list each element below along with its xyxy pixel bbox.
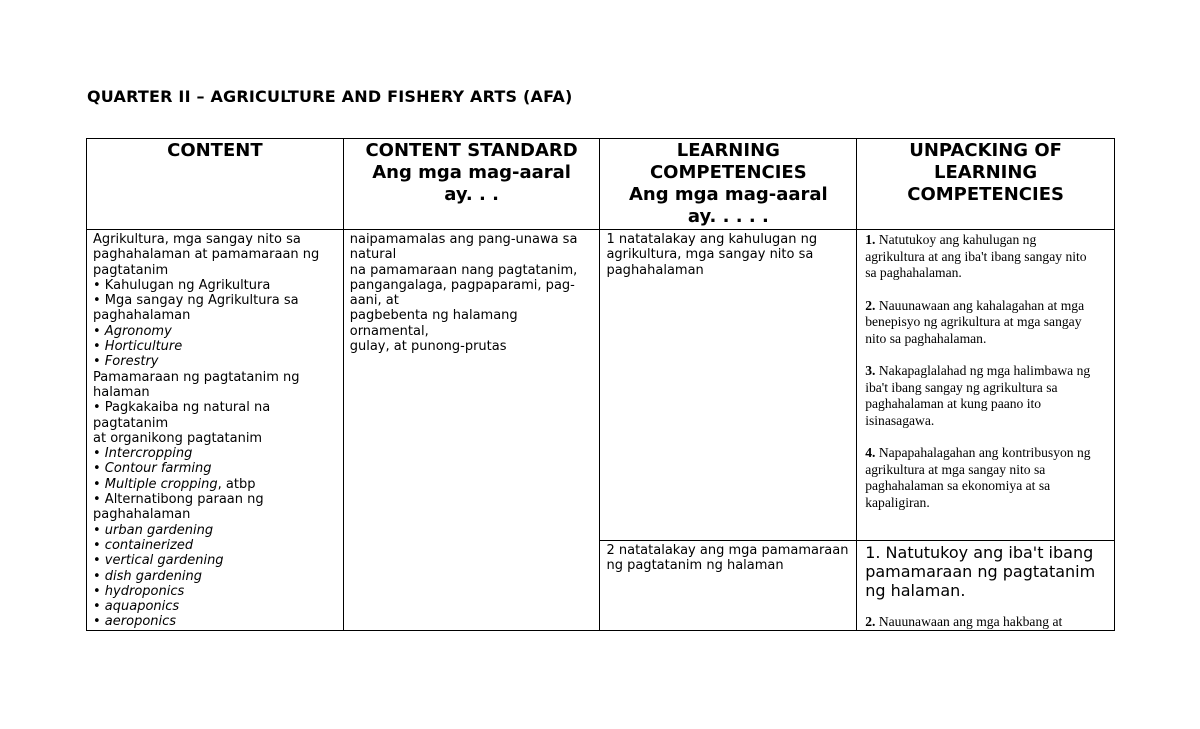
content-line-suffix: , atbp [217, 476, 256, 492]
content-line-text: • Forestry [93, 354, 159, 370]
unpacking-text: benepisyo ng agrikultura at mga sangay [865, 314, 1082, 329]
content-line [93, 461, 337, 476]
header-line: COMPETENCIES [649, 162, 807, 183]
content-line [93, 614, 337, 629]
unpacking-line [865, 331, 1106, 348]
unpacking-line [865, 314, 1106, 331]
unpacking-text: sa paghahalaman. [865, 265, 962, 280]
unpacking-item [865, 363, 1106, 429]
content-line [93, 523, 337, 538]
header-line: CONTENT STANDARD [365, 140, 578, 161]
header-line: ay. . . [444, 184, 499, 205]
content-line-text: at organikong pagtatanim [93, 430, 263, 446]
unpacking-text: agrikultura at mga sangay nito sa [865, 461, 1046, 477]
header-line: LEARNING [676, 140, 780, 161]
content-line-text: pagtatanim [93, 415, 169, 431]
unpacking-text: kapaligiran. [865, 494, 930, 510]
content-line-text: • hydroponics [93, 583, 185, 599]
standard-line: pangangalaga, pagpaparami, pag- [349, 277, 575, 293]
unpacking-line [865, 396, 1106, 413]
page-title: QUARTER II – AGRICULTURE AND FISHERY ARTS (AFA) [87, 87, 573, 106]
content-line-text: • Pagkakaiba ng natural na [93, 400, 271, 416]
content-line-text: • Multiple cropping [93, 476, 218, 492]
standard-line: aani, at [349, 293, 399, 309]
unpacking-text: Nauunawaan ang mga hakbang at [878, 614, 1063, 629]
standard-line: pagbebenta ng halamang [349, 308, 518, 324]
content-line [93, 278, 337, 293]
standard-line: ornamental, [349, 323, 429, 339]
unpacking-line [865, 413, 1106, 430]
content-line-text: • aquaponics [93, 599, 180, 615]
unpacking-text: isinasagawa. [865, 412, 935, 428]
content-line [93, 308, 337, 323]
unpacking-item [865, 445, 1106, 511]
header-line: ay. . . . . [687, 206, 769, 227]
content-line [93, 569, 337, 584]
unpacking-line [865, 265, 1106, 282]
header-line: COMPETENCIES [907, 184, 1064, 205]
unpacking-line [865, 232, 1106, 249]
unpacking-line: pamamaraan ng pagtatanim [865, 562, 1096, 581]
content-line-text: • urban gardening [93, 522, 214, 538]
content-line-text: halaman [93, 384, 150, 400]
content-line-text: • dish gardening [93, 568, 202, 584]
header-learning-competencies [600, 139, 857, 230]
content-line [93, 553, 337, 568]
content-line [93, 400, 337, 415]
content-line [93, 507, 337, 522]
content-line [93, 339, 337, 354]
unpacking-text: paghahalaman sa ekonomiya at sa [865, 478, 1051, 493]
content-line-text: • Contour farming [93, 461, 212, 477]
competency-line: 1 natatalakay ang kahulugan ng [606, 232, 818, 247]
unpacking-text: Nakapaglalahad ng mga halimbawa ng [878, 363, 1091, 378]
standard-line: natural [349, 247, 397, 263]
competency-line: ng pagtatanim ng halaman [606, 558, 784, 574]
competency-line: agrikultura, mga sangay nito sa [606, 247, 814, 263]
content-line-text: paghahalaman [93, 507, 191, 523]
content-line-text: • Horticulture [93, 339, 183, 355]
standard-line: na pamamaraan nang pagtatanim, [349, 262, 578, 278]
content-line [93, 431, 337, 446]
standard-line: gulay, at punong-prutas [349, 339, 507, 355]
header-line: UNPACKING OF [909, 140, 1062, 161]
unpacking-line: ng halaman. [865, 581, 966, 600]
content-line-text: • containerized [93, 537, 194, 553]
content-line [93, 385, 337, 400]
content-line [93, 477, 337, 492]
unpacking-line [865, 249, 1106, 266]
content-line-text: • Alternatibong paraan ng [93, 492, 264, 508]
content-line [93, 354, 337, 369]
header-content-standard [343, 139, 600, 230]
content-line [93, 446, 337, 461]
content-line [93, 599, 337, 614]
unpacking-line [865, 495, 1106, 512]
unpacking-item [865, 543, 1106, 600]
unpacking-line [865, 445, 1106, 462]
unpacking-text: agrikultura at ang iba't ibang sangay nito [865, 248, 1087, 264]
header-line: Ang mga mag-aaral [372, 162, 571, 183]
content-line-text: • Kahulugan ng Agrikultura [93, 277, 271, 293]
content-line-text: Agrikultura, mga sangay nito sa [93, 232, 301, 247]
content-line-text: pagtatanim [93, 262, 169, 278]
unpacking-text: nito sa paghahalaman. [865, 330, 987, 346]
unpacking-number: 2. [865, 297, 876, 313]
header-line: LEARNING [934, 162, 1038, 183]
unpacking-cell-1 [857, 230, 1115, 541]
competency-line: paghahalaman [606, 262, 704, 278]
unpacking-line [865, 380, 1106, 397]
header-line: Ang mga mag-aaral [628, 184, 828, 205]
content-standard-cell [343, 230, 600, 631]
content-line-text: • Mga sangay ng Agrikultura sa [93, 293, 299, 309]
content-line-text: • vertical gardening [93, 553, 224, 569]
unpacking-item [865, 232, 1106, 282]
unpacking-number: 1. [865, 232, 876, 247]
unpacking-text: iba't ibang sangay ng agrikultura sa [865, 379, 1058, 395]
header-content [87, 139, 344, 230]
header-unpacking [857, 139, 1115, 230]
header-row [87, 139, 1115, 230]
curriculum-table [86, 138, 1115, 631]
content-line-text: • aeroponics [93, 614, 177, 630]
content-cell [87, 230, 344, 631]
competency-cell-1 [600, 230, 857, 541]
content-line [93, 538, 337, 553]
competency-cell-2 [600, 541, 857, 631]
content-line [93, 293, 337, 308]
content-line-text: paghahalaman [93, 308, 191, 324]
content-line [93, 247, 337, 262]
unpacking-line [865, 462, 1106, 479]
content-line-text: • Agronomy [93, 323, 172, 339]
unpacking-line: 1. Natutukoy ang iba't ibang [865, 543, 1094, 562]
content-line [93, 416, 337, 431]
content-line [93, 492, 337, 507]
unpacking-item [865, 614, 1106, 630]
unpacking-line [865, 363, 1106, 380]
competency-line: 2 natatalakay ang mga pamamaraan [606, 543, 849, 558]
content-line-text: Pamamaraan ng pagtatanim ng [93, 369, 300, 385]
unpacking-text: paghahalaman at kung paano ito [865, 396, 1042, 411]
unpacking-text: Napapahalagahan ang kontribusyon ng [878, 445, 1091, 460]
unpacking-number: 3. [865, 363, 876, 378]
unpacking-item [865, 298, 1106, 348]
unpacking-cell-2 [857, 541, 1115, 631]
unpacking-text: Nauunawaan ang kahalagahan at mga [878, 297, 1085, 313]
unpacking-number: 4. [865, 445, 876, 460]
content-line [93, 263, 337, 278]
content-line-text: • Intercropping [93, 446, 193, 462]
header-line: CONTENT [167, 140, 263, 161]
unpacking-line [865, 298, 1106, 315]
standard-line: naipamamalas ang pang-unawa sa [349, 232, 578, 247]
content-line-text: paghahalaman at pamamaraan ng [93, 247, 320, 263]
table-row [87, 230, 1115, 541]
content-line [93, 370, 337, 385]
content-line [93, 232, 337, 247]
unpacking-number: 2. [865, 614, 876, 629]
content-line [93, 324, 337, 339]
unpacking-line [865, 478, 1106, 495]
unpacking-text: Natutukoy ang kahulugan ng [878, 232, 1037, 247]
content-line [93, 584, 337, 599]
